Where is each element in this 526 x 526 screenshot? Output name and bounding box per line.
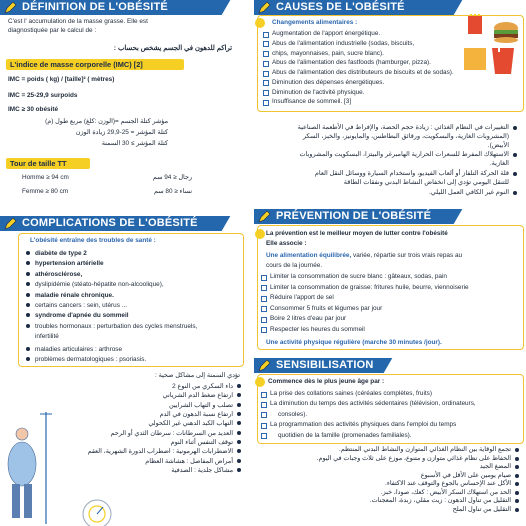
list-item: La prise des collations saines (céréales complètes, fruits) [260,390,476,399]
list-item: dyslipidémie (stéato-hépatite non-alcoolique), [24,280,197,290]
complications-title: COMPLICATIONS DE L'OBÉSITÉ [22,217,198,230]
list-item: النوم غير الكافي العمل الليلي. [429,189,518,198]
list-item: الحد من استهلاك السكر الأبيض : كعك، صودا، خبز. [317,489,520,498]
list-item: Abus de l'alimentation des fastfoods (hamburger, pizza). [262,59,454,67]
list-item: Limiter la consommation de graisse: fritures huile, beurre, viennoiserie [260,284,469,293]
list-item: مشاكل جلدية : الصدفية [88,466,242,475]
list-item: تصلب و التهاب الشرايين [88,401,242,410]
list-item: Réduire l'apport de sel [260,294,469,303]
list-item: Respecter les heures du sommeil [260,326,469,335]
pen-icon [257,210,271,224]
ar-surpoids: كتلة المؤشر = 25-29,9 زيادة الوزن [75,129,168,136]
complications-intro: L'obésité entraîne des troubles de santé : [30,237,156,244]
list-item: التهاب الكبد الدهني غير الكحولي [88,419,242,428]
list-item: Consommer 5 fruits et légumes par jour [260,305,469,314]
list-item: الاضطرابات الهرمونية : اضطراب الدورة الشهرية، العقم [88,447,242,456]
list-item: التقليل من تناول الدهون : زيت مقلي، زبدة، المعجنات. [317,497,520,506]
sensibilisation-intro: Commence dès le plus jeune âge par : [268,378,385,385]
list-item: Diminution des dépenses énergétiques. [262,79,454,87]
complications-infertilite: infertilité [35,333,59,340]
bullet-sun-icon [255,377,265,387]
ar-homme: رجال ≤ 94 سم [152,174,192,181]
list-item: التقليل من تناول الملح [317,506,520,515]
definition-banner [0,0,232,15]
causes-ar-list [429,189,518,198]
list-item: athérosclérose, [24,270,197,280]
definition-title: DÉFINITION DE L'OBÉSITÉ [22,1,168,14]
causes-title: CAUSES DE L'OBÉSITÉ [276,1,405,14]
list-item: تجمع الوقاية بين النظام الغذائي المتوازن والنشاط البدني المنتظم. [317,446,520,455]
causes-ar-list [315,170,518,179]
pen-icon [257,1,271,15]
causes-ar-line: الغازية. [489,160,509,167]
list-item: أمراض المفاصل : هشاشة العظام [88,457,242,466]
ar-obesite: كتلة المؤشر ≥ 30 السمنة [101,140,168,147]
imc-surpoids: IMC = 25-29,9 surpoids [8,92,78,99]
list-item: المضغ الجيد [317,463,520,472]
left-column [0,0,250,526]
list-item: ارتفاع ضغط الدم الشرياني [88,391,242,400]
causes-intro: Changements alimentaires : [272,19,358,26]
list-item: La programmation des activités physiques dans l'emploi du temps [260,421,476,430]
complications-ar-list [88,382,242,475]
list-item: La diminution du temps des activités sédentaires (télévision, ordinateurs, [260,400,476,409]
bullet-sun-icon [255,18,265,28]
causes-ar-line: (المشروبات الغازية، والبسكويت، ورقائق البطاطس، والمايونيز، والخبز، السكر [302,133,509,140]
list-item: hypertension artérielle [24,259,197,269]
pen-icon [257,359,271,373]
imc-label: L'indice de masse corporelle (IMC) [2] [10,60,143,69]
list-item: syndrome d'apnée du sommeil [24,311,197,321]
list-item: maladies articulaires : arthrose [24,345,146,355]
right-column [250,0,526,526]
list-item: الأكل عند الإحساس بالجوع والتوقف عند الاكتفاء. [317,480,520,489]
list-item: certains cancers : sein, utérus ... [24,301,197,311]
list-item: diabète de type 2 [24,249,197,259]
prevention-title: PRÉVENTION DE L'OBÉSITÉ [276,210,432,223]
complications-list-end [24,345,146,366]
sensibilisation-list [260,390,476,442]
complications-banner [0,216,232,231]
list-item: توقف التنفس أثناء النوم [88,438,242,447]
definition-intro-ar: تراكم للدهون في الجسم يشخص بحساب : [113,45,232,52]
causes-ar-line: للتنقل اليومي تؤدي إلى انخفاض النشاط البدني ونفقات الطاقة [343,179,509,186]
list-item: troubles hormonaux : perturbation des cycles menstruels, [24,322,197,332]
prevention-activity: Une activité physique régulière (marche 30 minutes /jour). [266,339,442,346]
list-item: Abus de l'alimentation des distributeurs de biscuits et de sodas). [262,69,454,77]
fast-food-illustration [462,14,524,80]
definition-intro-fr-1: C'est l' accumulation de la masse grasse. Elle est [8,18,148,25]
list-item: Insuffisance de sommeil. [3] [262,98,454,106]
overweight-figure-illustration [6,392,62,526]
list-item: ارتفاع نسبة الدهون في الدم [88,410,242,419]
prevention-alim-2: cours de la journée. [266,262,323,269]
complications-ar-intro: تؤدي السمنة إلى مشاكل صحية : [155,372,240,379]
list-item: Abus de l'alimentation industrielle (sodas, biscuits, [262,40,454,48]
pen-icon [3,217,17,231]
list-item: maladie rénale chronique. [24,291,197,301]
ar-femme: نساء ≤ 80 سم [154,188,192,195]
femme-value: Femme ≥ 80 cm [22,188,69,195]
causes-ar-line: الأبيض). [487,142,509,149]
list-item: التغييرات في النظام الغذائي : زيادة حجم الحصة، والإفراط في الأطعمة الصناعية [298,124,518,133]
imc-obesite: IMC ≥ 30 obésité [8,106,59,113]
prevention-intro-b: Elle associe : [266,240,307,247]
list-item: Diminution de l'activité physique. [262,89,454,97]
list-item: داء السكري من النوع 2 [88,382,242,391]
balanced-diet-label: Une alimentation équilibrée, [266,252,352,259]
causes-banner [254,0,464,15]
definition-intro-fr-2: diagnostiquée par le calcul de : [8,27,97,34]
ar-formula: مؤشر كتلة الجسم =(الوزن :كلغ) مربع طول (م) [45,118,168,125]
prevention-banner [254,209,464,224]
medical-scale-illustration [70,490,124,526]
list-item: chips, mayonnaises, pain, sucre blanc). [262,50,454,58]
list-item: Boire 2 litres d'eau par jour [260,315,469,324]
tour-label: Tour de taille TT [10,159,67,168]
list-item: صيام يومين على الأقل في الأسبوع [317,472,520,481]
causes-ar-list [298,124,518,133]
pen-icon [3,1,17,15]
list-item: الحفاظ على نظام غذائي متوازن و متنوع، موزع على ثلاث وجبات في اليوم. [317,455,520,464]
list-item: consoles). [260,411,476,420]
list-item: Limiter la consommation de sucre blanc : gâteaux, sodas, pain [260,273,469,282]
list-item: problèmes dermatologiques : psoriasis. [24,355,146,365]
sensibilisation-title: SENSIBILISATION [276,359,374,372]
sensibilisation-ar-list [317,446,520,515]
causes-ar-list [300,151,519,160]
prevention-intro-a: La prévention est le meilleur moyen de lutter contre l'obésité [266,230,448,237]
prevention-alim-1: Une alimentation équilibrée, variée, répartie sur trois vrais repas au [266,252,463,259]
prevention-list [260,273,469,336]
imc-formula: IMC = poids ( kg) / [taille]² ( mètres) [8,76,115,83]
bullet-sun-icon [255,229,265,239]
list-item: قلة الحركة التلفاز أو ألعاب الفيديو، واستخدام السيارة ووسائل النقل العام [315,170,518,179]
causes-list [262,30,454,108]
list-item: Augmentation de l'apport énergétique. [262,30,454,38]
list-item: quotidien de la famille (promenades familiales). [260,432,476,441]
list-item: العديد من السرطانات : سرطان الثدي أو الرحم [88,429,242,438]
complications-list [24,249,197,332]
homme-value: Homme ≥ 94 cm [22,174,69,181]
list-item: الاستهلاك المفرط للسعرات الحرارية الهامبرغر والبيتزا، البسكويت والمشروبات [300,151,519,160]
sensibilisation-banner [254,358,394,373]
